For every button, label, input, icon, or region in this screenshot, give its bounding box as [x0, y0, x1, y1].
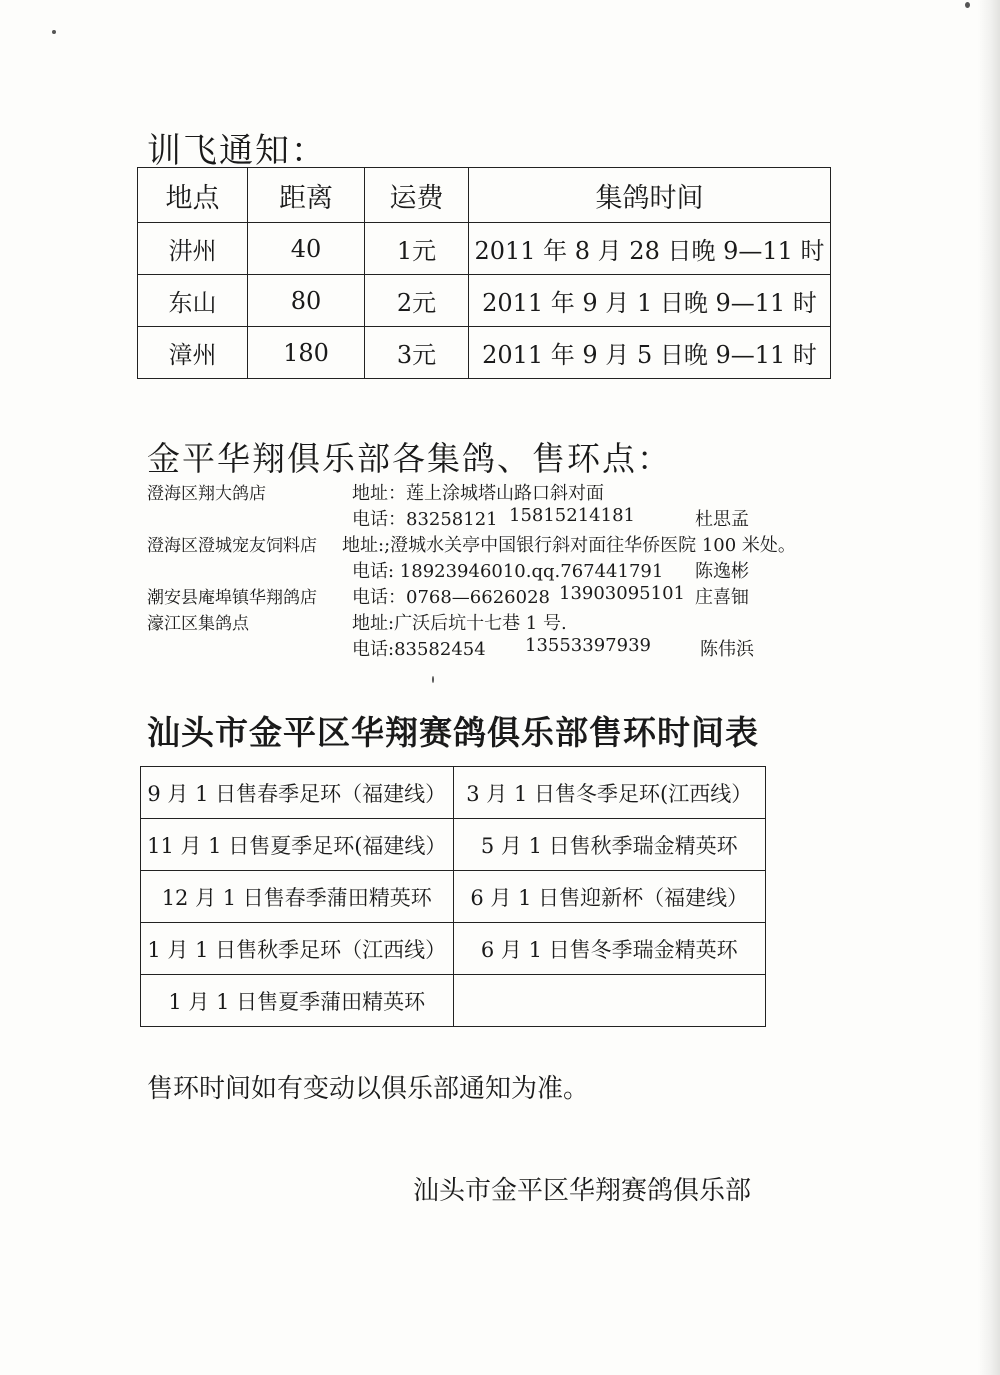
point-detail: 地址:;澄城水关亭中国银行斜对面往华侨医院 100 米处。 — [342, 535, 796, 556]
point-detail: 电话:83582454 — [352, 639, 486, 660]
point-phone: 13553397939 — [525, 635, 651, 656]
point-name: 潮安县庵埠镇华翔鸽店 — [147, 588, 317, 608]
header-fee: 运费 — [365, 168, 469, 223]
training-notice-table — [137, 167, 831, 379]
cell-fee: 2元 — [365, 275, 469, 327]
list-item — [147, 479, 847, 505]
ring-schedule-table — [140, 766, 766, 1027]
list-item — [147, 635, 847, 661]
cell-fee: 1元 — [365, 223, 469, 275]
scan-speck — [432, 676, 434, 683]
collection-points-list — [147, 479, 847, 661]
club-signature: 汕头市金平区华翔赛鸽俱乐部 — [413, 1176, 752, 1206]
header-time: 集鸽时间 — [469, 168, 831, 223]
cell-distance: 40 — [248, 223, 365, 275]
ring-schedule-title: 汕头市金平区华翔赛鸽俱乐部售环时间表 — [147, 713, 759, 752]
schedule-cell — [453, 975, 766, 1027]
table-row — [141, 871, 766, 923]
schedule-cell: 6 月 1 日售冬季瑞金精英环 — [453, 923, 766, 975]
scan-speck — [52, 30, 56, 34]
point-detail: 地址：莲上涂城塔山路口斜对面 — [352, 483, 604, 504]
table-row — [138, 327, 831, 379]
cell-time: 2011 年 8 月 28 日晚 9—11 时 — [469, 223, 831, 275]
cell-time: 2011 年 9 月 1 日晚 9—11 时 — [469, 275, 831, 327]
header-distance: 距离 — [248, 168, 365, 223]
point-detail: 电话：0768—6626028 — [352, 587, 550, 608]
schedule-cell: 1 月 1 日售夏季蒲田精英环 — [141, 975, 454, 1027]
schedule-cell: 5 月 1 日售秋季瑞金精英环 — [453, 819, 766, 871]
cell-fee: 3元 — [365, 327, 469, 379]
header-place: 地点 — [138, 168, 248, 223]
point-detail: 电话：83258121 — [352, 509, 498, 530]
cell-distance: 80 — [248, 275, 365, 327]
schedule-cell: 12 月 1 日售春季蒲田精英环 — [141, 871, 454, 923]
point-name: 澄海区翔大鸽店 — [147, 484, 266, 504]
point-detail: 电话: 18923946010.qq.767441791 — [352, 561, 664, 582]
point-phone: 13903095101 — [559, 583, 685, 604]
cell-place: 汫州 — [138, 223, 248, 275]
point-name: 濠江区集鸽点 — [147, 614, 249, 634]
cell-time: 2011 年 9 月 5 日晚 9—11 时 — [469, 327, 831, 379]
change-notice: 售环时间如有变动以俱乐部通知为准。 — [147, 1074, 590, 1104]
training-notice-title: 训飞通知： — [147, 131, 327, 171]
list-item — [147, 609, 847, 635]
point-name: 澄海区澄城宠友饲料店 — [147, 536, 317, 556]
cell-distance: 180 — [248, 327, 365, 379]
table-row — [141, 975, 766, 1027]
cell-place: 漳州 — [138, 327, 248, 379]
table-row — [138, 275, 831, 327]
schedule-cell: 9 月 1 日售春季足环（福建线） — [141, 767, 454, 819]
point-contact: 庄喜钿 — [695, 587, 749, 608]
list-item — [147, 583, 847, 609]
collection-points-title: 金平华翔俱乐部各集鸽、售环点： — [147, 439, 672, 478]
list-item — [147, 557, 847, 583]
point-contact: 杜思孟 — [695, 509, 749, 530]
table-row — [141, 767, 766, 819]
table-header-row — [138, 168, 831, 223]
table-row — [141, 923, 766, 975]
table-row — [141, 819, 766, 871]
point-contact: 陈伟浜 — [700, 639, 754, 660]
page-edge-shadow — [978, 0, 1000, 1375]
list-item — [147, 531, 847, 557]
list-item — [147, 505, 847, 531]
cell-place: 东山 — [138, 275, 248, 327]
point-detail: 地址:广沃后坑十七巷 1 号. — [352, 613, 567, 634]
schedule-cell: 3 月 1 日售冬季足环(江西线） — [453, 767, 766, 819]
schedule-cell: 1 月 1 日售秋季足环（江西线） — [141, 923, 454, 975]
point-phone: 15815214181 — [509, 505, 635, 526]
schedule-cell: 6 月 1 日售迎新杯（福建线） — [453, 871, 766, 923]
scan-speck — [965, 2, 970, 8]
point-contact: 陈逸彬 — [695, 561, 749, 582]
table-row — [138, 223, 831, 275]
schedule-cell: 11 月 1 日售夏季足环(福建线） — [141, 819, 454, 871]
